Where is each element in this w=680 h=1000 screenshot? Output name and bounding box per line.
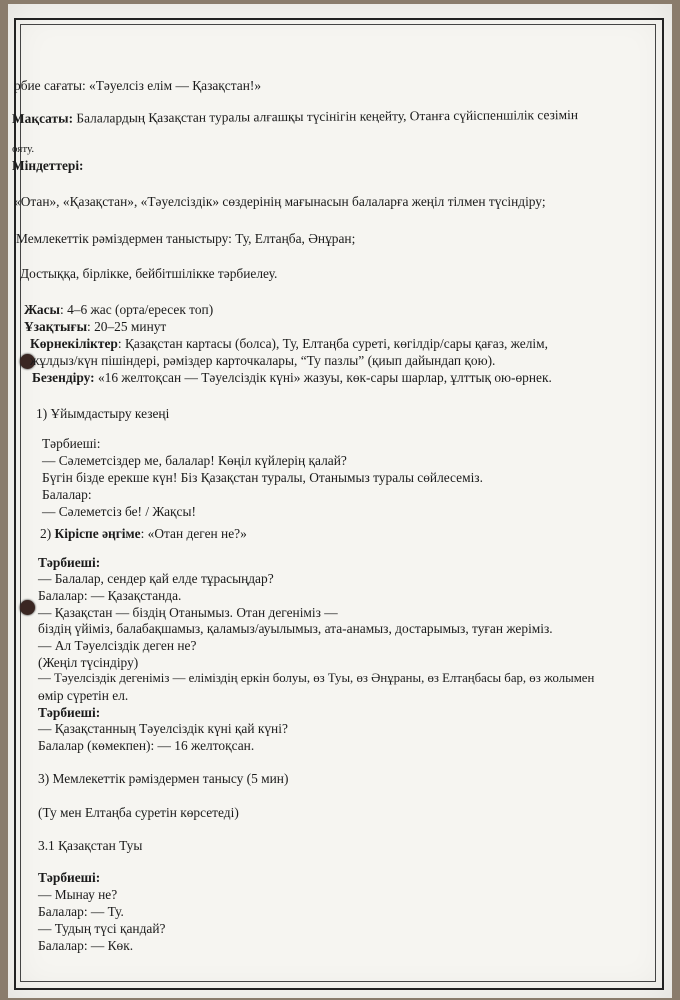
section2-line-5: — Ал Тәуелсіздік деген не? <box>38 638 197 653</box>
page-title: рбие сағаты: «Тәуелсіз елім — Қазақстан!» <box>14 78 262 93</box>
section2-teacher-1 <box>38 555 100 571</box>
age-value: : 4–6 жас (орта/ересек топ) <box>60 302 214 317</box>
section2-line-9: — Қазақстанның Тәуелсіздік күні қай күні? <box>38 721 288 736</box>
decor-value: «16 желтоқсан — Тәуелсіздік күні» жазуы, көк-сары шарлар, ұлттық ою-өрнек. <box>94 370 552 385</box>
task-item-2: Мемлекеттік рәміздермен таныстыру: Ту, Елтаңба, Әнұран; <box>16 231 356 246</box>
age-line <box>24 302 213 318</box>
section3-line-1: — Мынау не? <box>38 887 118 902</box>
section3-teacher <box>38 870 100 886</box>
visuals-line <box>30 336 548 352</box>
section1-line-5: — Сәлеметсіз бе! / Жақсы! <box>42 504 196 519</box>
task-item-1: «Отан», «Қазақстан», «Тәуелсіздік» сөздерінің мағынасын балаларға жеңіл тілмен түсіндіру; <box>14 194 546 209</box>
visuals-label: Көрнекіліктер <box>30 336 118 351</box>
tasks-label <box>12 158 84 174</box>
visuals-cont: жұлдыз/күн пішіндері, рәміздер карточкалары, “Ту пазлы” (қиып дайындап қою). <box>30 353 496 368</box>
section2-teacher-1-label: Тәрбиеші: <box>38 555 101 570</box>
goal-label: Мақсаты: <box>11 110 74 126</box>
section2-heading-prefix: 2) <box>40 526 55 541</box>
section1-line-2: — Сәлеметсіздер ме, балалар! Көңіл күйлерің қалай? <box>42 453 347 468</box>
goal-text-cont: ояту. <box>12 143 35 155</box>
task-item-3: Достыққа, бірлікке, бейбітшілікке тәрбиелеу. <box>20 266 278 281</box>
section3-line-4: Балалар: — Көк. <box>38 938 134 953</box>
section2-line-10: Балалар (көмекпен): — 16 желтоқсан. <box>38 738 255 753</box>
section3-note: (Ту мен Елтаңба суретін көрсетеді) <box>38 805 239 820</box>
section2-line-4: біздің үйіміз, балабақшамыз, қаламыз/ауылымыз, ата-анамыз, достарымыз, туған жеріміз. <box>38 621 553 636</box>
age-label: Жасы <box>24 302 61 317</box>
section2-line-2: Балалар: — Қазақстанда. <box>38 588 182 603</box>
section3-sub-heading: 3.1 Қазақстан Туы <box>38 838 143 853</box>
section2-heading-bold: Кіріспе әңгіме <box>54 526 141 541</box>
section3-line-2: Балалар: — Ту. <box>38 904 124 919</box>
section1-heading: 1) Ұйымдастыру кезеңі <box>36 406 170 421</box>
section2-heading-suffix: : «Отан деген не?» <box>140 526 247 541</box>
section2-line-6: (Жеңіл түсіндіру) <box>38 655 139 670</box>
section2-line-7: — Тәуелсіздік дегеніміз — еліміздің еркін болуы, өз Туы, өз Әнұраны, өз Елтаңбасы бар, өз жолымен <box>38 671 595 685</box>
duration-label: Ұзақтығы <box>24 319 88 334</box>
section2-line-3: — Қазақстан — біздің Отанымыз. Отан дегеніміз — <box>38 605 338 620</box>
section1-line-1: Тәрбиеші: <box>42 436 101 451</box>
section3-teacher-label: Тәрбиеші: <box>38 870 101 885</box>
section2-line-1: — Балалар, сендер қай елде тұрасыңдар? <box>38 571 274 586</box>
section1-line-3: Бүгін бізде ерекше күн! Біз Қазақстан туралы, Отанымыз туралы сөйлесеміз. <box>42 470 483 485</box>
section1-line-4: Балалар: <box>42 487 92 502</box>
duration-line <box>24 319 166 335</box>
section2-line-8: өмір сүретін ел. <box>38 688 129 703</box>
decor-line <box>32 370 552 386</box>
visuals-value: : Қазақстан картасы (болса), Ту, Елтаңба суреті, көгілдір/сары қағаз, желім, <box>117 336 548 351</box>
section2-teacher-2-label: Тәрбиеші: <box>38 705 101 720</box>
binder-hole-bottom <box>20 600 35 615</box>
section3-heading: 3) Мемлекеттік рәміздермен танысу (5 мин) <box>38 771 289 786</box>
section2-teacher-2 <box>38 705 100 721</box>
tasks-label-text: Міндеттері: <box>12 158 84 173</box>
goal-text: Балалардың Қазақстан туралы алғашқы түсінігін кеңейту, Отанға сүйіспеншілік сезімін <box>76 107 579 126</box>
duration-value: : 20–25 минут <box>87 319 167 334</box>
section3-line-3: — Тудың түсі қандай? <box>38 921 166 936</box>
section2-heading <box>40 526 247 542</box>
decor-label: Безендіру: <box>32 370 95 385</box>
